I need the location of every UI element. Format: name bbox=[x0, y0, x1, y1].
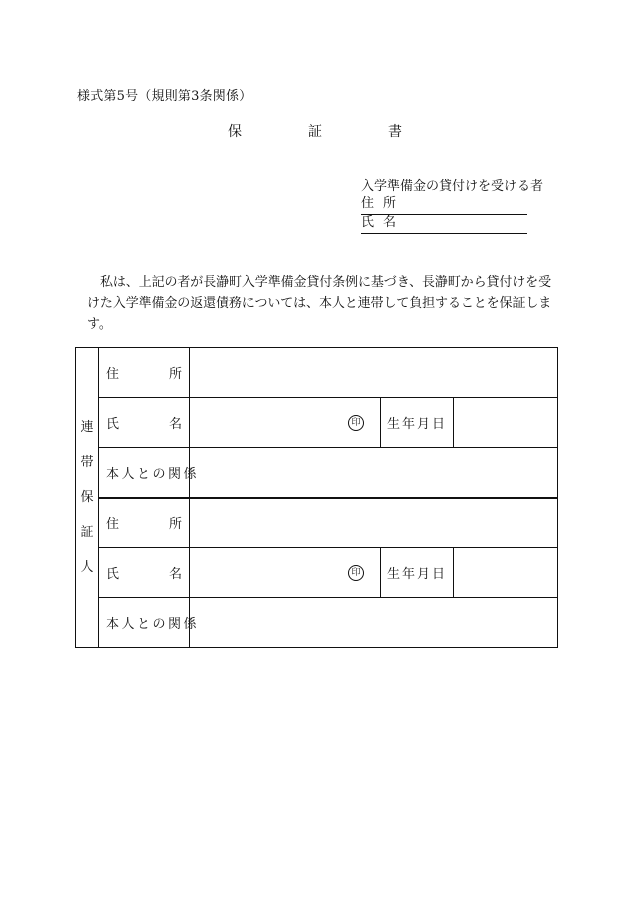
address-char: 所 bbox=[168, 367, 182, 382]
guarantor2-dob-label: 生年月日 bbox=[381, 548, 454, 598]
form-number: 様式第5号（規則第3条関係） bbox=[77, 89, 253, 104]
address-char: 住 bbox=[361, 196, 375, 211]
side-label-char: 証 bbox=[80, 525, 94, 540]
guarantor1-name-field[interactable] bbox=[190, 398, 381, 448]
guarantor1-relation-label: 本人との関係 bbox=[99, 448, 190, 498]
guarantor2-dob-field[interactable] bbox=[454, 548, 558, 598]
name-char: 名 bbox=[383, 215, 397, 230]
guarantor-table bbox=[75, 347, 558, 648]
name-char: 名 bbox=[168, 417, 182, 432]
title-char: 書 bbox=[388, 124, 402, 140]
guarantor1-dob-field[interactable] bbox=[454, 398, 558, 448]
guarantor1-dob-label: 生年月日 bbox=[381, 398, 454, 448]
guarantor2-name-label bbox=[99, 548, 190, 598]
title-char: 保 bbox=[228, 124, 242, 140]
guarantor1-address-label bbox=[99, 348, 190, 398]
side-label-char: 人 bbox=[80, 560, 94, 575]
applicant-heading: 入学準備金の貸付けを受ける者 bbox=[361, 179, 544, 194]
name-char: 氏 bbox=[106, 567, 120, 582]
guarantor2-address-field[interactable] bbox=[190, 498, 558, 548]
side-label-char: 連 bbox=[80, 420, 94, 435]
address-char: 所 bbox=[168, 517, 182, 533]
address-char: 住 bbox=[106, 367, 120, 382]
name-char: 氏 bbox=[106, 417, 120, 432]
guarantor2-relation-field[interactable] bbox=[190, 598, 558, 648]
address-char: 所 bbox=[383, 196, 397, 211]
guarantor2-address-label bbox=[99, 498, 190, 548]
name-char: 氏 bbox=[361, 215, 375, 230]
document-title bbox=[0, 121, 630, 141]
title-char: 証 bbox=[308, 124, 322, 140]
side-label-char: 保 bbox=[80, 490, 94, 505]
applicant-address-field[interactable] bbox=[361, 196, 527, 215]
joint-guarantor-label bbox=[76, 348, 99, 648]
seal-icon: 印 bbox=[348, 565, 364, 581]
name-char: 名 bbox=[168, 567, 182, 582]
applicant-name-field[interactable] bbox=[361, 215, 527, 234]
guarantee-statement: 私は、上記の者が長瀞町入学準備金貸付条例に基づき、長瀞町から貸付けを受けた入学準備金の返還債務については、本人と連帯して負担することを保証します。 bbox=[87, 275, 552, 332]
applicant-block bbox=[361, 178, 544, 234]
guarantor1-address-field[interactable] bbox=[190, 348, 558, 398]
guarantor2-relation-label: 本人との関係 bbox=[99, 598, 190, 648]
guarantor2-name-field[interactable] bbox=[190, 548, 381, 598]
side-label-char: 帯 bbox=[80, 455, 94, 470]
guarantor1-relation-field[interactable] bbox=[190, 448, 558, 498]
address-char: 住 bbox=[106, 517, 120, 533]
seal-icon: 印 bbox=[348, 415, 364, 431]
guarantor1-name-label bbox=[99, 398, 190, 448]
